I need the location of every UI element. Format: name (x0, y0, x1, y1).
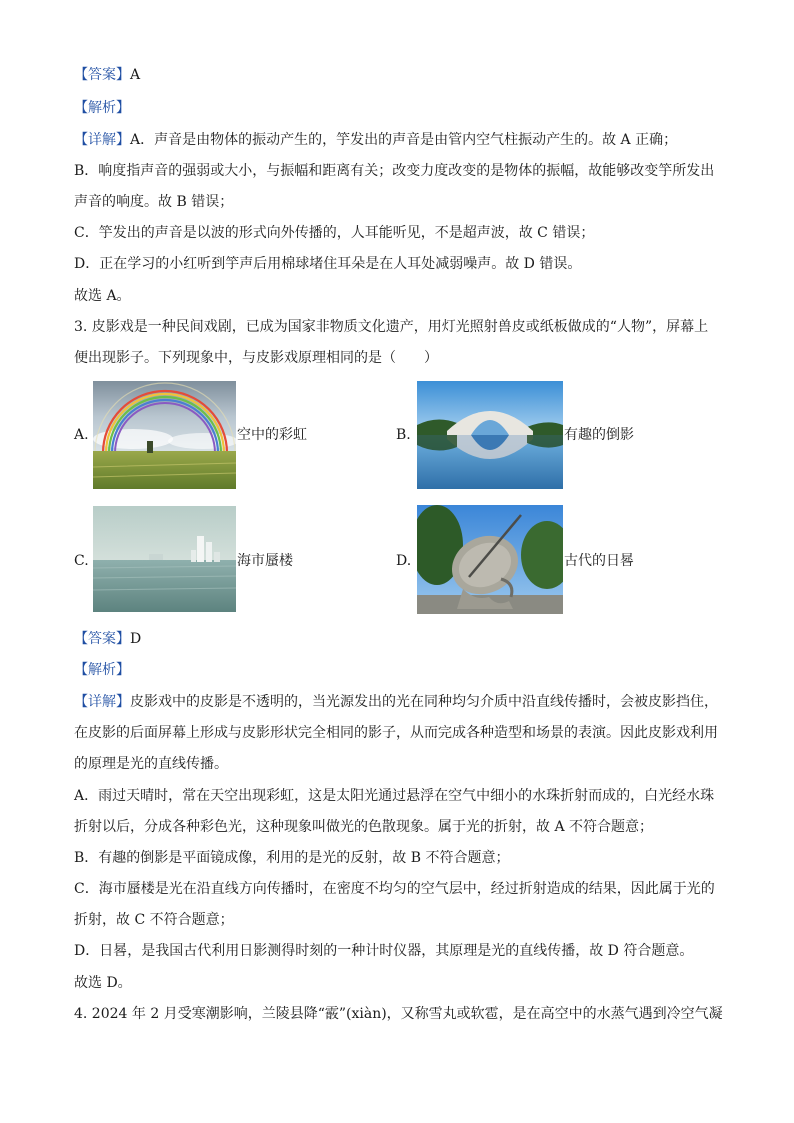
q2-explanation-line: C．竽发出的声音是以波的形式向外传播的，人耳能听见，不是超声波，故 C 错误； (74, 225, 595, 241)
q4-stem-line: 4. 2024 年 2 月受寒潮影响，兰陵县降“霰”(xiàn)，又称雪丸或软雹，是在高空中的水蒸气遇到冷空气凝 (74, 1006, 723, 1022)
answer-tag: 【答案】 (74, 67, 130, 83)
q3-explanation-line: 在皮影的后面屏幕上形成与皮影形状完全相同的影子，从而完成各种造型和场景的表演。因此皮影戏利用 (74, 725, 718, 741)
q2-explanation-line: B．响度指声音的强弱或大小，与振幅和距离有关；改变力度改变的是物体的振幅，故能够改变竽所发出 (74, 163, 715, 179)
q2-explanation-line: D．正在学习的小红听到竽声后用棉球堵住耳朵是在人耳处减弱噪声。故 D 错误。 (74, 256, 582, 272)
q3-answer-line (74, 629, 734, 649)
option-b-label: 有趣的倒影 (564, 427, 634, 443)
q3-explanation-line: A．雨过天晴时，常在天空出现彩虹，这是太阳光通过悬浮在空气中细小的水珠折射而成的，白光经水珠 (74, 788, 715, 804)
q3-conclusion: 故选 D。 (74, 975, 132, 991)
q3-explanation-line: B．有趣的倒影是平面镜成像，利用的是光的反射，故 B 不符合题意； (74, 850, 510, 866)
detail-tag: 【详解】 (74, 694, 130, 710)
answer-value: D (130, 631, 142, 647)
option-c-label: 海市蜃楼 (237, 553, 293, 569)
answer-value: A (130, 67, 141, 83)
q2-explanation-line: 声音的响度。故 B 错误； (74, 194, 234, 210)
sundial-photo (417, 505, 563, 614)
answer-tag: 【答案】 (74, 631, 130, 647)
option-a-letter: A. (74, 427, 89, 443)
bridge-reflection-photo (417, 381, 563, 489)
q3-stem-line: 3. 皮影戏是一种民间戏剧，已成为国家非物质文化遗产，用灯光照射兽皮或纸板做成的“人物”，屏幕上 (74, 319, 709, 335)
detail-tag: 【详解】 (74, 132, 130, 148)
q3-explanation-text: 皮影戏中的皮影是不透明的，当光源发出的光在同种均匀介质中沿直线传播时，会被皮影挡住， (130, 694, 718, 710)
option-b-letter: B. (396, 427, 411, 443)
q3-explanation-line: 折射以后，分成各种彩色光，这种现象叫做光的色散现象。属于光的折射，故 A 不符合题意； (74, 819, 654, 835)
q3-explanation-line: 折射，故 C 不符合题意； (74, 912, 234, 928)
q2-detail-line (74, 130, 734, 150)
rainbow-photo (93, 381, 236, 489)
q2-explanation-text: A．声音是由物体的振动产生的，竽发出的声音是由管内空气柱振动产生的。故 A 正确； (130, 132, 678, 148)
q2-answer-line (74, 65, 734, 85)
q3-explanation-line: D．日晷，是我国古代利用日影测得时刻的一种计时仪器，其原理是光的直线传播，故 D 符合题意。 (74, 943, 694, 959)
q3-analysis-tag: 【解析】 (74, 662, 130, 678)
option-d-letter: D. (396, 553, 412, 569)
q3-explanation-line: C．海市蜃楼是光在沿直线方向传播时，在密度不均匀的空气层中，经过折射造成的结果，因此属于光的 (74, 881, 715, 897)
mirage-photo (93, 506, 236, 612)
q2-conclusion: 故选 A。 (74, 288, 131, 304)
q2-analysis-tag: 【解析】 (74, 100, 130, 116)
q3-stem-line: 便出现影子。下列现象中，与皮影戏原理相同的是（ ） (74, 350, 438, 366)
q3-explanation-line: 的原理是光的直线传播。 (74, 756, 228, 772)
option-a-label: 空中的彩虹 (237, 427, 307, 443)
q3-detail-line (74, 692, 734, 712)
option-d-label: 古代的日晷 (564, 553, 634, 569)
option-c-letter: C. (74, 553, 89, 569)
